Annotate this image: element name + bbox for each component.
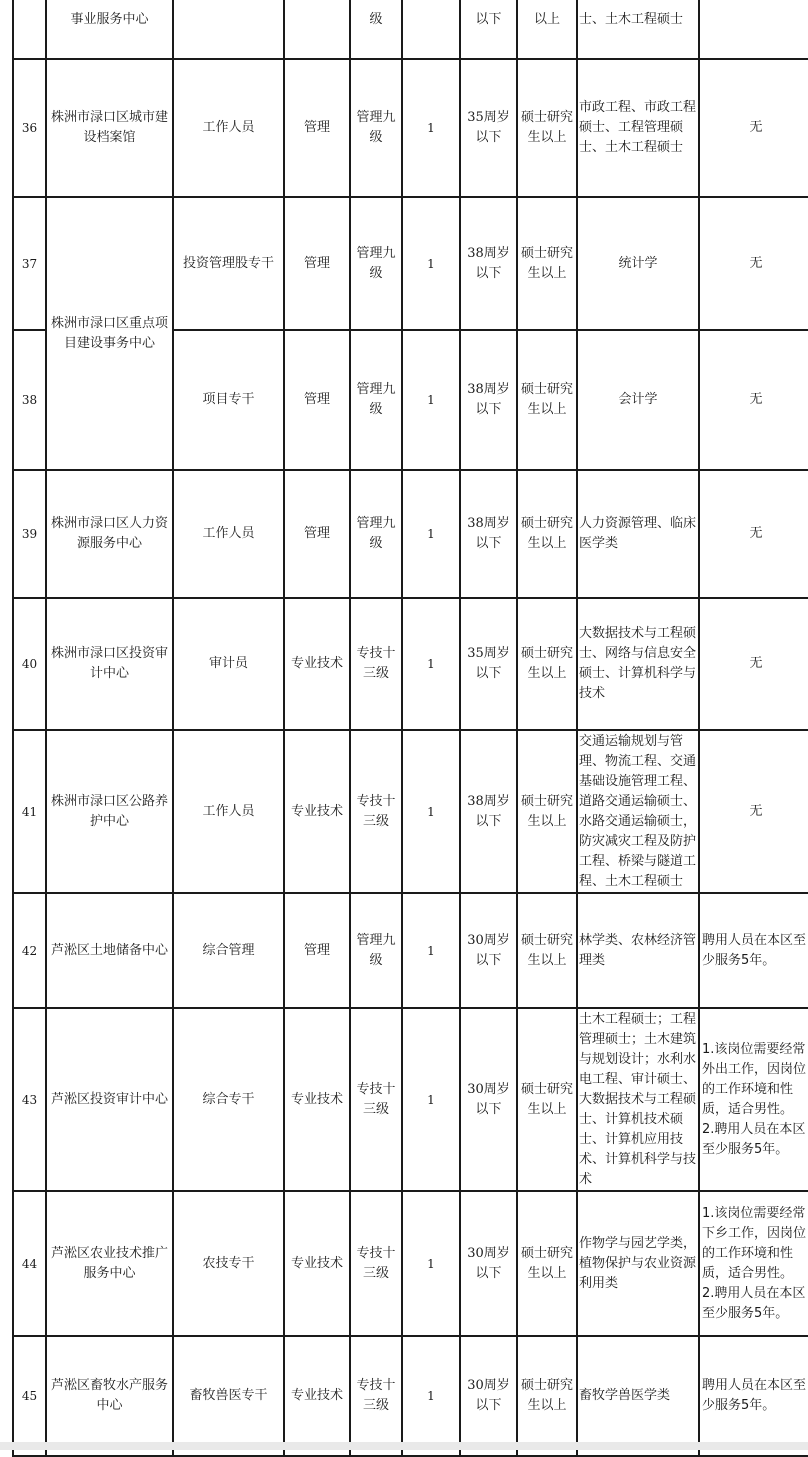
table-row xyxy=(13,0,808,59)
position-level: 专技十三级 xyxy=(350,730,402,893)
hire-count: 1 xyxy=(402,1008,460,1191)
unit-name: 株洲市渌口区重点项目建设事务中心 xyxy=(46,197,173,470)
unit-name: 芦淞区土地储备中心 xyxy=(46,893,173,1008)
row-number: 43 xyxy=(13,1008,46,1191)
position-name: 工作人员 xyxy=(173,59,284,197)
position-level: 管理九级 xyxy=(350,330,402,470)
remark: 1.该岗位需要经常下乡工作，因岗位的工作环境和性质，适合男性。 2.聘用人员在本区至少服务5年。 xyxy=(699,1191,808,1336)
position-level: 级 xyxy=(350,0,402,59)
major-requirement: 士、土木工程硕士 xyxy=(577,0,699,59)
row-number: 39 xyxy=(13,470,46,598)
age-limit: 30周岁以下 xyxy=(460,1336,517,1456)
remark: 无 xyxy=(699,470,808,598)
age-limit: 38周岁以下 xyxy=(460,197,517,330)
position-level: 专技十三级 xyxy=(350,1336,402,1456)
major-requirement: 统计学 xyxy=(577,197,699,330)
age-limit: 30周岁以下 xyxy=(460,893,517,1008)
remark: 1.该岗位需要经常外出工作，因岗位的工作环境和性质，适合男性。 2.聘用人员在本区至少服务5年。 xyxy=(699,1008,808,1191)
education: 硕士研究生以上 xyxy=(517,893,577,1008)
education: 硕士研究生以上 xyxy=(517,197,577,330)
age-limit: 38周岁以下 xyxy=(460,470,517,598)
hire-count: 1 xyxy=(402,598,460,730)
hire-count: 1 xyxy=(402,730,460,893)
hire-count: 1 xyxy=(402,197,460,330)
age-limit: 30周岁以下 xyxy=(460,1008,517,1191)
hire-count: 1 xyxy=(402,1336,460,1456)
major-requirement: 交通运输规划与管理、物流工程、交通基础设施管理工程、道路交通运输硕士、水路交通运输硕士，防灾减灾工程及防护工程、桥梁与隧道工程、土木工程硕士 xyxy=(577,730,699,893)
unit-name: 事业服务中心 xyxy=(46,0,173,59)
table-row xyxy=(13,893,808,1008)
major-requirement: 土木工程硕士；工程管理硕士；土木建筑与规划设计；水利水电工程、审计硕士、大数据技术与工程硕士、计算机技术硕士、计算机应用技术、计算机科学与技术 xyxy=(577,1008,699,1191)
position-level: 管理九级 xyxy=(350,59,402,197)
position-category: 专业技术 xyxy=(284,1008,350,1191)
hire-count: 1 xyxy=(402,470,460,598)
hire-count xyxy=(402,0,460,59)
age-limit: 38周岁以下 xyxy=(460,330,517,470)
major-requirement: 作物学与园艺学类，植物保护与农业资源利用类 xyxy=(577,1191,699,1336)
row-number: 36 xyxy=(13,59,46,197)
position-name: 审计员 xyxy=(173,598,284,730)
table-row xyxy=(13,1336,808,1456)
remark: 聘用人员在本区至少服务5年。 xyxy=(699,893,808,1008)
education: 硕士研究生以上 xyxy=(517,1336,577,1456)
major-requirement: 人力资源管理、临床医学类 xyxy=(577,470,699,598)
position-name: 项目专干 xyxy=(173,330,284,470)
position-category: 专业技术 xyxy=(284,1336,350,1456)
education: 硕士研究生以上 xyxy=(517,730,577,893)
hire-count: 1 xyxy=(402,893,460,1008)
remark xyxy=(699,0,808,59)
position-name xyxy=(173,0,284,59)
major-requirement: 会计学 xyxy=(577,330,699,470)
education: 硕士研究生以上 xyxy=(517,1191,577,1336)
position-category: 专业技术 xyxy=(284,730,350,893)
hire-count: 1 xyxy=(402,59,460,197)
major-requirement: 畜牧学兽医学类 xyxy=(577,1336,699,1456)
major-requirement: 市政工程、市政工程硕士、工程管理硕士、土木工程硕士 xyxy=(577,59,699,197)
remark: 无 xyxy=(699,59,808,197)
position-name: 畜牧兽医专干 xyxy=(173,1336,284,1456)
education: 硕士研究生以上 xyxy=(517,330,577,470)
table-row xyxy=(13,197,808,330)
unit-name: 芦淞区畜牧水产服务中心 xyxy=(46,1336,173,1456)
remark: 无 xyxy=(699,330,808,470)
unit-name: 株洲市渌口区城市建设档案馆 xyxy=(46,59,173,197)
remark: 无 xyxy=(699,730,808,893)
age-limit: 35周岁以下 xyxy=(460,59,517,197)
row-number: 40 xyxy=(13,598,46,730)
table-row xyxy=(13,59,808,197)
education: 硕士研究生以上 xyxy=(517,598,577,730)
age-limit: 35周岁以下 xyxy=(460,598,517,730)
age-limit: 30周岁以下 xyxy=(460,1191,517,1336)
position-name: 工作人员 xyxy=(173,470,284,598)
education: 硕士研究生以上 xyxy=(517,59,577,197)
unit-name: 株洲市渌口区人力资源服务中心 xyxy=(46,470,173,598)
position-category: 专业技术 xyxy=(284,1191,350,1336)
hire-count: 1 xyxy=(402,330,460,470)
position-category: 管理 xyxy=(284,893,350,1008)
row-number: 41 xyxy=(13,730,46,893)
position-category: 管理 xyxy=(284,59,350,197)
position-level: 管理九级 xyxy=(350,470,402,598)
age-limit: 38周岁以下 xyxy=(460,730,517,893)
position-category: 管理 xyxy=(284,470,350,598)
row-number: 38 xyxy=(13,330,46,470)
remark: 无 xyxy=(699,197,808,330)
row-number xyxy=(13,0,46,59)
page-bottom-edge xyxy=(0,1442,808,1450)
table-row xyxy=(13,598,808,730)
row-number: 42 xyxy=(13,893,46,1008)
position-category: 管理 xyxy=(284,330,350,470)
row-number: 45 xyxy=(13,1336,46,1456)
unit-name: 芦淞区农业技术推广服务中心 xyxy=(46,1191,173,1336)
remark: 无 xyxy=(699,598,808,730)
position-name: 综合专干 xyxy=(173,1008,284,1191)
position-name: 农技专干 xyxy=(173,1191,284,1336)
table-row xyxy=(13,470,808,598)
unit-name: 芦淞区投资审计中心 xyxy=(46,1008,173,1191)
position-level: 专技十三级 xyxy=(350,1008,402,1191)
position-level: 管理九级 xyxy=(350,197,402,330)
age-limit: 以下 xyxy=(460,0,517,59)
position-category: 专业技术 xyxy=(284,598,350,730)
hire-count: 1 xyxy=(402,1191,460,1336)
recruitment-table xyxy=(12,0,808,1457)
position-category: 管理 xyxy=(284,197,350,330)
position-level: 专技十三级 xyxy=(350,598,402,730)
table-row xyxy=(13,1191,808,1336)
position-name: 工作人员 xyxy=(173,730,284,893)
major-requirement: 林学类、农林经济管理类 xyxy=(577,893,699,1008)
unit-name: 株洲市渌口区投资审计中心 xyxy=(46,598,173,730)
position-name: 综合管理 xyxy=(173,893,284,1008)
major-requirement: 大数据技术与工程硕士、网络与信息安全硕士、计算机科学与技术 xyxy=(577,598,699,730)
position-category xyxy=(284,0,350,59)
row-number: 44 xyxy=(13,1191,46,1336)
remark: 聘用人员在本区至少服务5年。 xyxy=(699,1336,808,1456)
row-number: 37 xyxy=(13,197,46,330)
education: 以上 xyxy=(517,0,577,59)
position-level: 管理九级 xyxy=(350,893,402,1008)
table-row xyxy=(13,1008,808,1191)
table-row xyxy=(13,730,808,893)
education: 硕士研究生以上 xyxy=(517,470,577,598)
education: 硕士研究生以上 xyxy=(517,1008,577,1191)
position-level: 专技十三级 xyxy=(350,1191,402,1336)
position-name: 投资管理股专干 xyxy=(173,197,284,330)
unit-name: 株洲市渌口区公路养护中心 xyxy=(46,730,173,893)
